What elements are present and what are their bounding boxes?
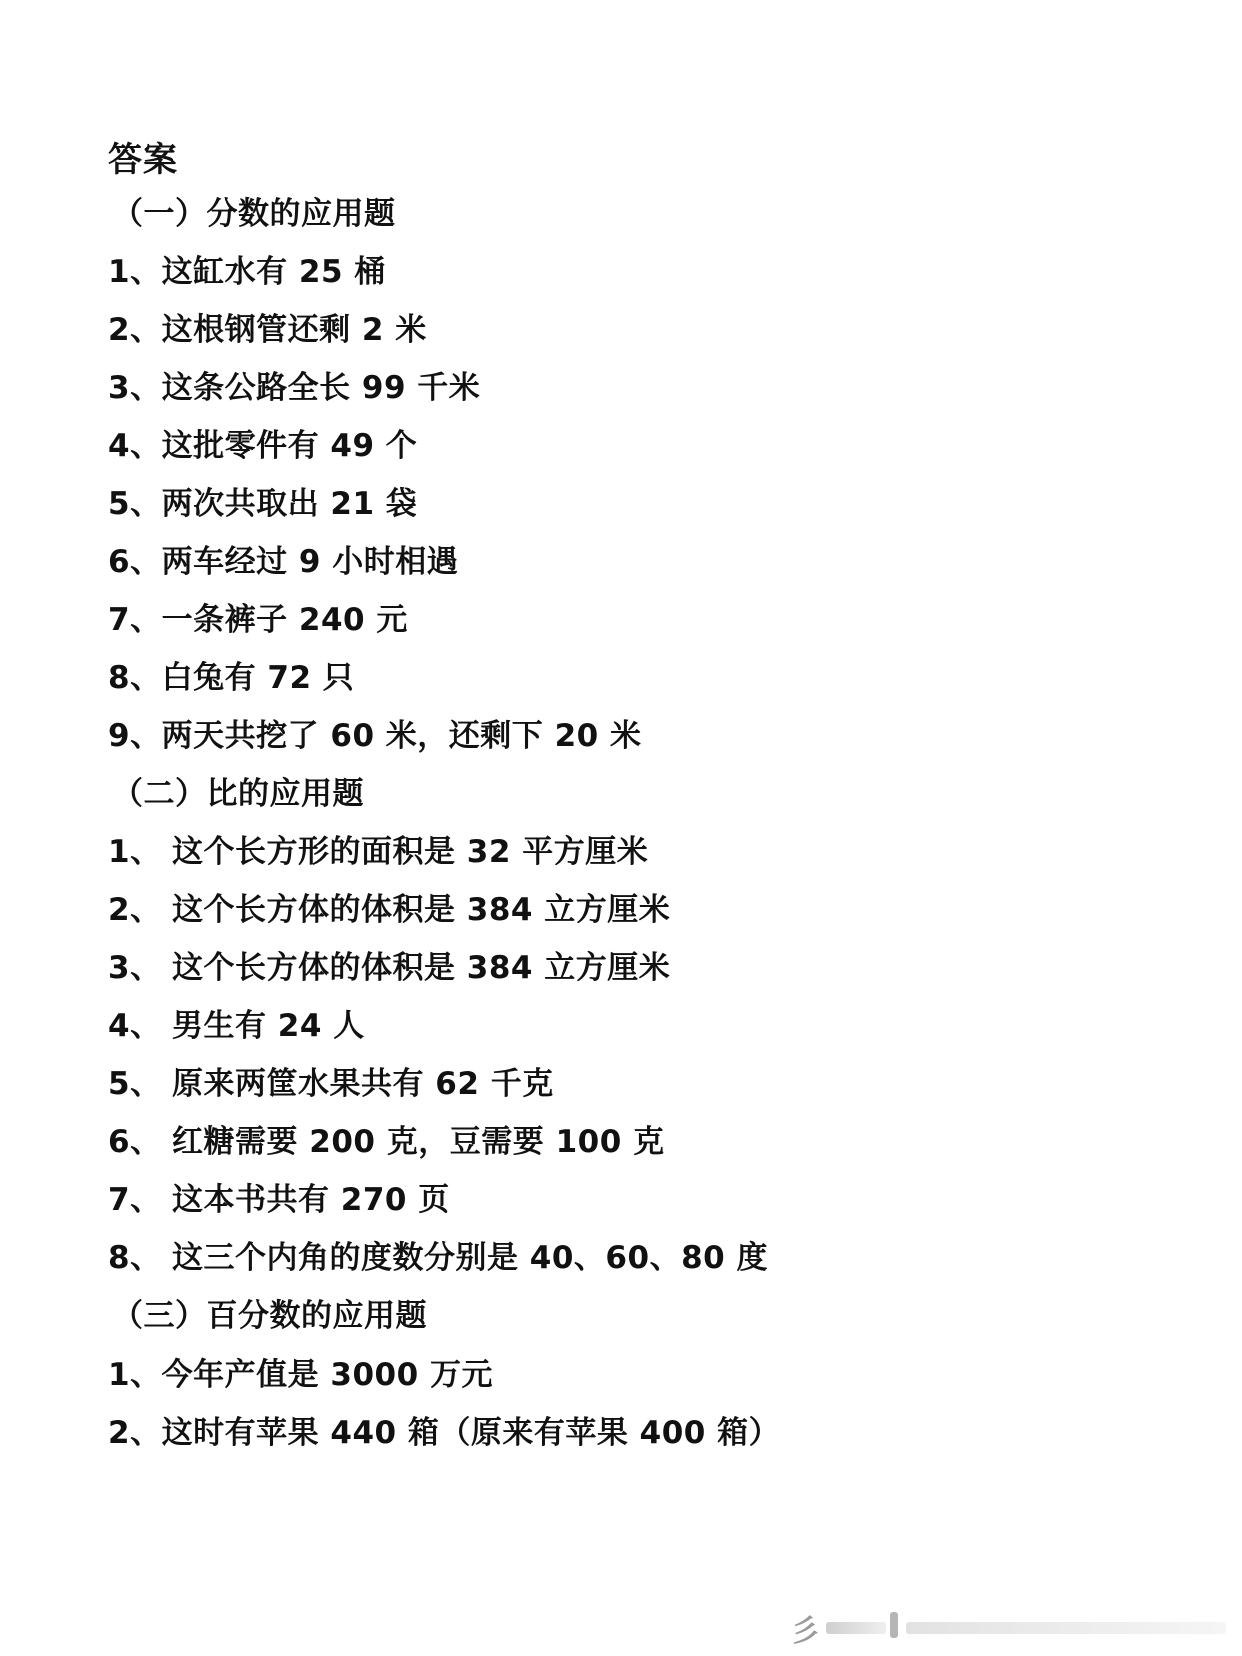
- watermark-glyph-icon: 彡: [790, 1614, 820, 1649]
- answer-line: 3、 这个长方体的体积是 384 立方厘米: [108, 950, 671, 986]
- answer-line: 6、两车经过 9 小时相遇: [108, 544, 459, 580]
- section-heading-fractions: （一）分数的应用题: [112, 196, 396, 232]
- answer-line: 1、 这个长方形的面积是 32 平方厘米: [108, 834, 649, 870]
- answer-line: 5、两次共取出 21 袋: [108, 486, 418, 522]
- answer-line: 8、白兔有 72 只: [108, 660, 355, 696]
- answer-line: 8、 这三个内角的度数分别是 40、60、80 度: [108, 1240, 769, 1276]
- answer-line: 3、这条公路全长 99 千米: [108, 370, 481, 406]
- answer-line: 2、这时有苹果 440 箱（原来有苹果 400 箱）: [108, 1415, 781, 1451]
- answer-line: 5、 原来两筐水果共有 62 千克: [108, 1066, 554, 1102]
- watermark-bar: [826, 1622, 886, 1634]
- answer-line: 7、一条裤子 240 元: [108, 602, 408, 638]
- section-heading-ratios: （二）比的应用题: [112, 776, 364, 812]
- answer-line: 1、这缸水有 25 桶: [108, 254, 386, 290]
- answer-line: 4、这批零件有 49 个: [108, 428, 418, 464]
- answer-line: 4、 男生有 24 人: [108, 1008, 365, 1044]
- answer-line: 7、 这本书共有 270 页: [108, 1182, 450, 1218]
- answer-line: 6、 红糖需要 200 克，豆需要 100 克: [108, 1124, 665, 1160]
- page-title: 答案: [108, 140, 178, 180]
- watermark: [790, 1604, 1230, 1649]
- section-heading-percentages: （三）百分数的应用题: [112, 1298, 427, 1334]
- answer-line: 9、两天共挖了 60 米，还剩下 20 米: [108, 718, 642, 754]
- watermark-bar: [906, 1622, 1226, 1634]
- answer-line: 2、这根钢管还剩 2 米: [108, 312, 427, 348]
- watermark-bar: [890, 1612, 898, 1638]
- answer-line: 1、今年产值是 3000 万元: [108, 1357, 493, 1393]
- answer-line: 2、 这个长方体的体积是 384 立方厘米: [108, 892, 671, 928]
